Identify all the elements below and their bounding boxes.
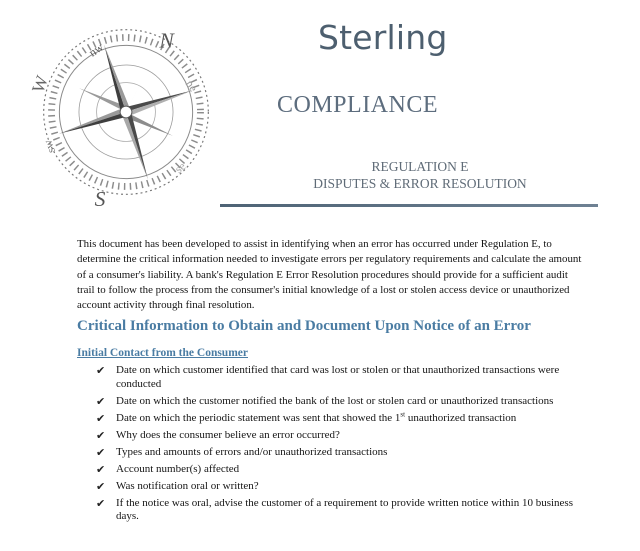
checkmark-icon: ✔ [96,364,106,377]
compass-n-label: N [159,28,174,53]
list-item [96,497,576,524]
checkmark-icon: ✔ [96,394,106,408]
brand-name: Sterling [318,18,448,57]
compass-nw-label: nw [86,40,106,60]
compass-rose-icon [28,14,224,210]
header-divider [220,204,598,207]
compass-ne-label: ne [182,77,200,95]
checkmark-icon: ✔ [96,496,106,510]
list-item [96,463,576,477]
list-item [96,364,576,391]
compass-s-label: S [94,187,106,210]
list-item-text: Date on which the periodic statement was sent that showed the 1 [116,411,401,424]
list-item [96,395,576,409]
subsection-heading: Initial Contact from the Consumer [77,347,248,359]
ordinal-suffix: st [400,409,406,418]
list-item [96,409,576,426]
topic-label: DISPUTES & ERROR RESOLUTION [313,176,527,191]
checkmark-icon: ✔ [96,411,106,425]
list-item-text: Was notification oral or written? [116,479,259,492]
list-item-text: If the notice was oral, advise the customer of a requirement to provide written notice within 10 business days. [116,496,573,522]
checkmark-icon: ✔ [96,428,106,442]
list-item-text: Why does the consumer believe an error occurred? [116,428,340,441]
compass-se-label: se [172,159,189,176]
list-item [96,429,576,443]
page-title: COMPLIANCE [277,92,439,118]
section-heading: Critical Information to Obtain and Document Upon Notice of an Error [77,318,531,334]
list-item-text: unauthorized transaction [405,411,517,424]
list-item-text: Date on which the customer notified the bank of the lost or stolen card or unauthorized transactions [116,394,554,407]
checklist [96,364,576,527]
compass-w-label: W [28,72,53,96]
checkmark-icon: ✔ [96,445,106,459]
checkmark-icon: ✔ [96,462,106,476]
checkmark-icon: ✔ [96,479,106,493]
list-item [96,446,576,460]
list-item-text: Types and amounts of errors and/or unauthorized transactions [116,445,388,458]
list-item-text: Date on which customer identified that card was lost or stolen or that unauthorized transactions were conducted [116,364,560,390]
intro-paragraph: This document has been developed to assist in identifying when an error has occurred under Regulation E, to determine the critical information needed to investigate errors per regulatory requirements and calculate the amount of a consumer's liability. A bank's Regulation E Error Resolution procedures should provide for a sufficient audit trail to follow the process from the consumer's initial knowledge of a lost or stolen access device or unauthorized account activity through final resolution. [77,238,582,312]
compass-sw-label: sw [41,138,59,155]
regulation-label: REGULATION E [371,159,469,174]
list-item [96,480,576,494]
list-item-text: Account number(s) affected [116,462,240,475]
